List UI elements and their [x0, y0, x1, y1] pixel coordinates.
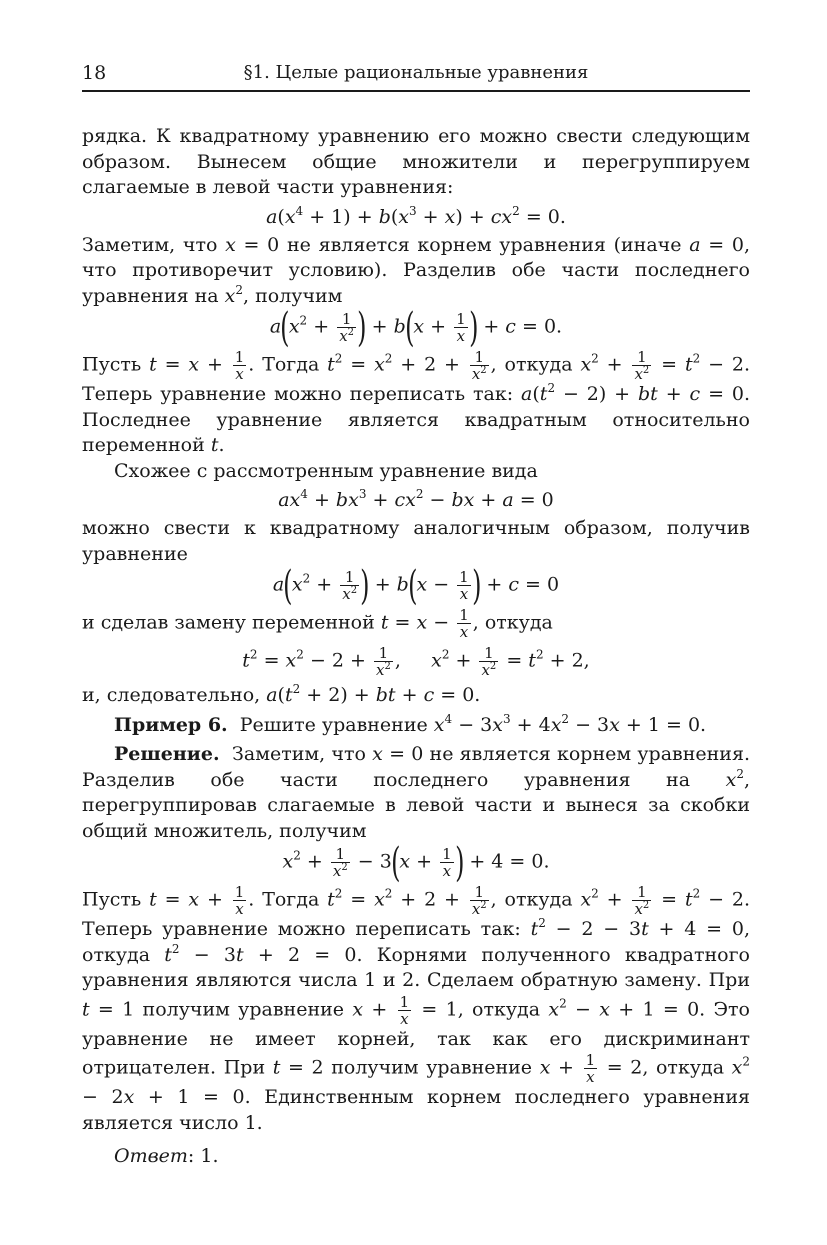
example-paragraph: Пример 6. Решите уравнение $x^4 - 3x^3 + 4x^2 - 3x + 1 = 0$. — [114, 711, 707, 736]
equation: $x^2$ + $\frac{1}{x^2}$ − 3(x + $\frac{1}{x}$ ) + 4 = 0. — [282, 839, 550, 886]
answer-paragraph — [82, 1144, 750, 1170]
paragraph: и, следовательно, $a(t^2 + 2)$ + bt + c = 0. — [82, 682, 481, 706]
running-title: §1. Целые рациональные уравнения — [243, 62, 589, 83]
paragraph: Пусть t = x + $\frac{1}{x}$ . Тогда $t^2 = x^2 + 2$ + $\frac{1}{x^2}$ , откуда $x^2$ + $\frac{1}{x^2}$ = $t^2 - 2$. Теперь уравнение можно переписать так: $t^2 - 2 - 3t + 4 = 0$, откуда $t^2 - 3t + 2 = 0$. Корнями полученного квадратного уравнения являются числа 1 и 2. Сделаем обратную замену. При t = 1 получим уравнение x + $\frac{1}{x}$ = 1, откуда $x^2 - x + 1 = 0$. Это уравнение не имеет корней, так как его дискриминант отрицателен. При t = 2 получим уравнение x + $\frac{1}{x}$ = 2, откуда $x^2 - 2x + 1 = 0$. Единственным корнем последнего уравнения является число 1. — [82, 883, 751, 1134]
solution-paragraph: Решение. Заметим, что x = 0 не является корнем уравнения. Разделив обе части последнего уравнения на $x^2$, перегруппировав слагаемые в левой части и вынеся за скобки общий множитель, получим — [82, 743, 750, 842]
paragraph: Заметим, что x = 0 не является корнем уравнения (иначе a = 0, что противоречит условию). Разделив обе части последнего уравнения на $x^2$, получим — [82, 233, 751, 307]
paragraph: рядка. К квадратному уравнению его можно свести следующим образом. Вынесем общие множители и перегруппируем слагаемые в левой части уравнения: — [82, 125, 750, 198]
equation: $a(x^2$ + $\frac{1}{x^2}$ ) + b(x − $\frac{1}{x}$ ) + c = 0 — [272, 562, 560, 609]
equation: $ax^4 + bx^3 + cx^2$ − bx + a = 0 — [278, 487, 554, 511]
equation: $t^2 = x^2 - 2$ + $\frac{1}{x^2}$ , $x^2$ + $\frac{1}{x^2}$ = $t^2 + 2$, — [242, 644, 590, 679]
page-number: 18 — [82, 62, 107, 84]
example-label: Пример 6. — [114, 713, 228, 736]
equation: $a(x^2$ + $\frac{1}{x^2}$ ) + b(x + $\frac{1}{x}$ ) + c = 0. — [269, 304, 563, 351]
page-header — [82, 60, 750, 92]
answer-label: Ответ — [114, 1145, 188, 1167]
answer-value: : 1. — [187, 1145, 219, 1167]
paragraph: Схожее с рассмотренным уравнение вида — [114, 459, 538, 482]
solution-label: Решение. — [114, 743, 220, 765]
paragraph: Пусть t = x + $\frac{1}{x}$ . Тогда $t^2 = x^2 + 2$ + $\frac{1}{x^2}$ , откуда $x^2$ + $\frac{1}{x^2}$ = $t^2 - 2$. Теперь уравнение можно переписать так: $a(t^2 - 2)$ + bt + c = 0. Последнее уравнение является квадратным относительно переменной t. — [82, 348, 751, 456]
page-body — [82, 124, 750, 1170]
equation: $a(x^4 + 1) + b(x^3 + x) + cx^2 = 0$. — [266, 203, 566, 228]
paragraph: и сделав замену переменной t = x − $\frac{1}{x}$ , откуда — [82, 606, 553, 641]
paragraph: можно свести к квадратному аналогичным образом, получив уравнение — [82, 517, 750, 565]
